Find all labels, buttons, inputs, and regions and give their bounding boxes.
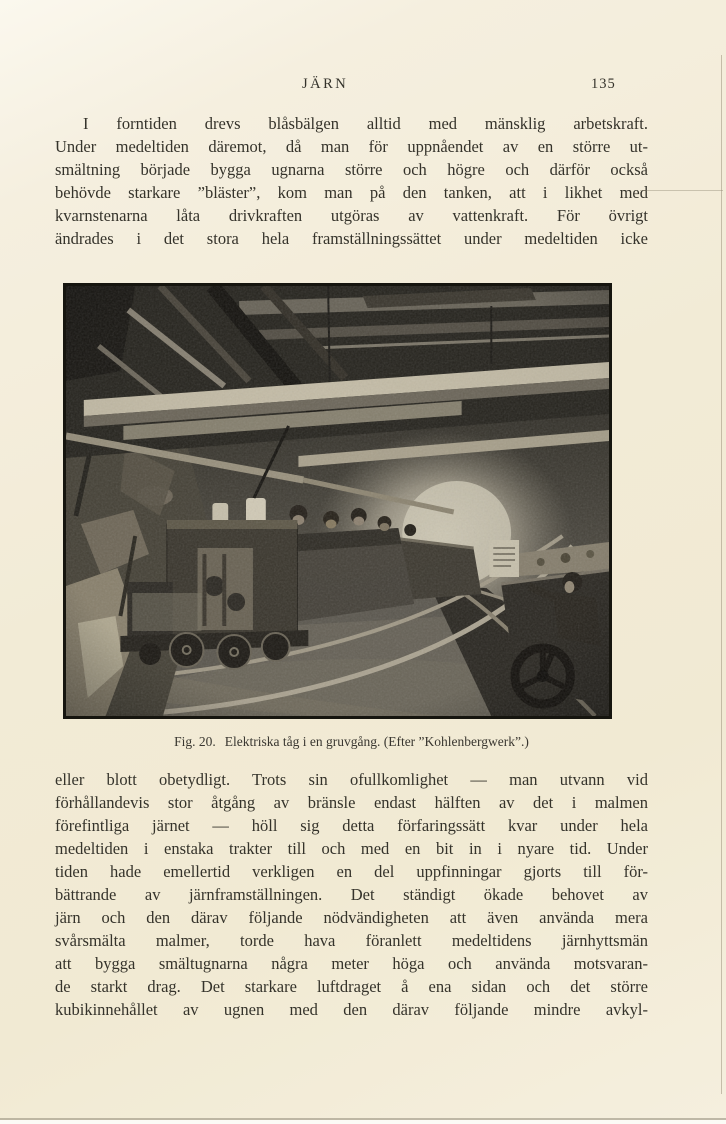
- text-line: smältning började bygga ugnarna större och högre och därför också: [55, 160, 648, 179]
- text-line: kubikinnehållet av ugnen med den därav följande mindre avkyl-: [55, 1000, 648, 1019]
- text-line: förefintliga järnet — höll sig detta förfaringssätt kvar under hela: [55, 816, 648, 835]
- text-line: svårsmälta malmer, torde hava föranlett medeltidens järnhyttsmän: [55, 931, 648, 950]
- page-header: [55, 76, 648, 96]
- text-line: I forntiden drevs blåsbälgen alltid med mänsklig arbetskraft.: [83, 114, 648, 133]
- page-bottom-edge: [0, 1118, 726, 1120]
- text-line: behövde starkare ”bläster”, kom man på den tanken, att i likhet med: [55, 183, 648, 202]
- figure-caption: [55, 734, 648, 750]
- text-line: bättrande av järnframställningen. Det ständigt ökade behovet av: [55, 885, 648, 904]
- text-line: de starkt drag. Det starkare luftdraget å ena sidan och det större: [55, 977, 648, 996]
- scan-crease: [640, 190, 723, 191]
- page-number: 135: [591, 76, 616, 92]
- figure-label: Fig. 20.: [174, 734, 216, 749]
- text-line: järn och den därav följande nödvändigheten att även använda mera: [55, 908, 648, 927]
- text-line: eller blott obetydligt. Trots sin ofullkomlighet — man utvann vid: [55, 770, 648, 789]
- text-line: kvarnstenarna låta drivkraften utgöras av vattenkraft. För övrigt: [55, 206, 648, 225]
- text-line: förhållandevis stor åtgång av bränsle endast hälften av det i malmen: [55, 793, 648, 812]
- figure-20: [63, 283, 612, 719]
- text-line: att bygga smältugnarna några meter höga och använda motsvaran-: [55, 954, 648, 973]
- text-line: ändrades i det stora hela framställningssättet under medeltiden icke: [55, 229, 648, 248]
- running-title: JÄRN: [302, 76, 349, 92]
- page-right-edge: [721, 55, 722, 1094]
- mine-train-photo: [66, 286, 609, 716]
- text-line: tiden hade emellertid verkligen en del uppfinningar gjorts till för-: [55, 862, 648, 881]
- text-line: Under medeltiden däremot, då man för uppnåendet av en större ut-: [55, 137, 648, 156]
- text-line: medeltiden i enstaka trakter till och med en bit in i nyare tid. Under: [55, 839, 648, 858]
- page-bottom-margin: [0, 1120, 726, 1124]
- figure-caption-text: Elektriska tåg i en gruvgång. (Efter ”Kohlenbergwerk”.): [224, 734, 529, 749]
- paragraph-1: [55, 112, 648, 250]
- paragraph-2: [55, 768, 648, 1021]
